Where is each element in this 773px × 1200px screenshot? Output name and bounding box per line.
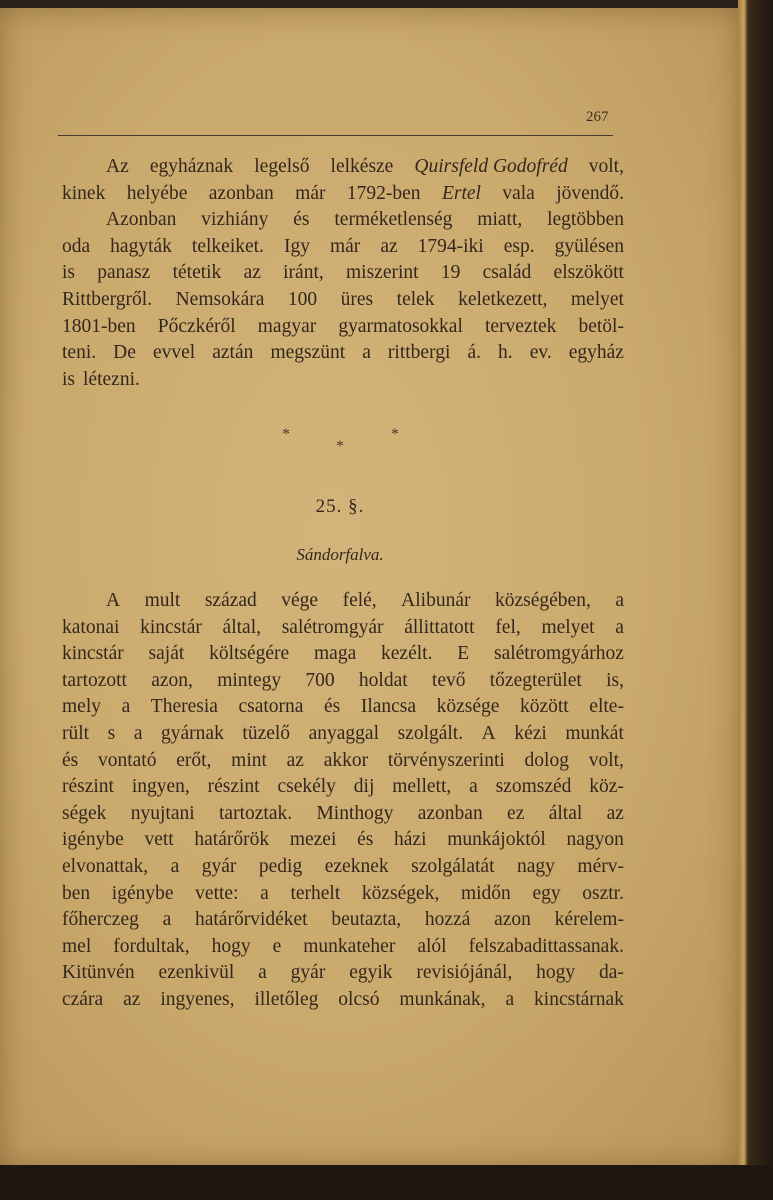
header-rule (58, 135, 613, 136)
word: vette: (195, 882, 239, 904)
word: felszabadittassanak. (468, 935, 624, 957)
word: tartozott (62, 669, 127, 691)
word: osztr. (582, 882, 624, 904)
word: és (62, 749, 79, 771)
word: De (113, 342, 136, 364)
text-line (62, 181, 624, 208)
word: 1794-iki (417, 235, 484, 257)
word: Minthogy (316, 802, 394, 824)
word: részint (207, 776, 260, 798)
word: telek (396, 288, 435, 310)
word: katonai (62, 616, 120, 638)
word: vett (144, 829, 174, 851)
word: már (329, 235, 361, 257)
word: szolgált. (397, 722, 464, 744)
word: részint (62, 776, 114, 798)
word: az (286, 749, 304, 771)
italic-name: Ertel (441, 182, 481, 204)
word: költségére (209, 643, 290, 665)
word: állittatott (404, 616, 475, 638)
word: azonban (417, 802, 483, 824)
word: egyháznak (149, 156, 234, 177)
text-line (62, 588, 624, 615)
word: a (505, 988, 515, 1010)
word: munkának, (399, 988, 486, 1010)
scan-border (0, 1165, 773, 1200)
word: ezeknek (324, 855, 389, 877)
word: lelkésze (330, 156, 394, 177)
word: teni. (62, 342, 97, 364)
word: elte- (589, 696, 624, 718)
word: és (324, 696, 341, 718)
word: tőzegterület (489, 669, 582, 691)
word: kincstár (140, 616, 202, 638)
word: kincstárnak (534, 988, 624, 1010)
word: nagyon (566, 829, 624, 851)
word: legelső (254, 156, 310, 177)
word: telkeiket. (191, 235, 264, 257)
word: a (615, 590, 624, 611)
word: dolog (524, 749, 569, 771)
star: * (336, 438, 344, 455)
word: mint (231, 749, 267, 771)
word: helyébe (126, 182, 188, 204)
word: elvonattak, (62, 855, 149, 877)
word: által, (222, 616, 261, 638)
word: a (469, 776, 478, 798)
word: és (293, 209, 310, 231)
word: maga (314, 643, 357, 665)
word: midőn (460, 882, 511, 904)
word: is (62, 368, 76, 390)
word: munkát (565, 722, 624, 744)
word: Alibunár (401, 590, 471, 611)
word: községek, (361, 882, 440, 904)
text-line (62, 774, 624, 801)
word: vontató (97, 749, 157, 771)
word: fordultak, (113, 935, 190, 957)
word: hozzá (424, 909, 471, 931)
word: ingyen, (131, 776, 190, 798)
text-line (62, 367, 624, 394)
word: erőt, (176, 749, 212, 771)
word: elszökött (553, 262, 624, 284)
text-line (62, 207, 624, 234)
word: melyet (541, 616, 595, 638)
star: * (282, 426, 290, 443)
word: nyujtani (130, 802, 195, 824)
page-number: 267 (586, 109, 609, 125)
word: rittbergi (387, 342, 451, 364)
word: kinek (62, 182, 106, 204)
word: határőrvidéket (194, 909, 308, 931)
text-line (62, 234, 624, 261)
text-line (62, 154, 624, 181)
word: tevő (431, 669, 466, 691)
word: az (380, 235, 398, 257)
word: magyar (257, 315, 317, 337)
word: igénybe (111, 882, 174, 904)
word: igénybe (62, 829, 124, 851)
word: mellett, (392, 776, 452, 798)
word: esp. (503, 235, 535, 257)
word: megszünt (270, 342, 346, 364)
text-line (62, 721, 624, 748)
word: czára (62, 988, 104, 1010)
word: munkateher (303, 935, 396, 957)
word: és (357, 829, 374, 851)
word: illetőleg (254, 988, 319, 1010)
word: salétromgyárhoz (493, 643, 624, 665)
word: az (606, 802, 624, 824)
word: miatt, (477, 209, 523, 231)
text-line (62, 694, 624, 721)
word: hogy (536, 962, 576, 984)
word: szolgálatát (411, 855, 495, 877)
text-line (62, 934, 624, 961)
text-block-rittberg (62, 154, 624, 393)
word: nagy (517, 855, 555, 877)
word: terveztek (484, 315, 557, 337)
word: század (204, 590, 257, 611)
text-line (62, 801, 624, 828)
word: salétromgyár (281, 616, 384, 638)
word: ev. (529, 342, 552, 364)
word: E (457, 643, 470, 665)
word: azon (494, 909, 531, 931)
word: kincstár (62, 643, 124, 665)
word: által (548, 802, 583, 824)
text-line (62, 641, 624, 668)
word: 19 (440, 262, 461, 284)
word: is, (606, 669, 624, 691)
word: vala (502, 182, 535, 204)
text-line (62, 881, 624, 908)
word: felé, (342, 590, 377, 611)
word: keletkezett, (458, 288, 548, 310)
word: evvel (152, 342, 196, 364)
word: saját (148, 643, 185, 665)
word: mely (62, 696, 101, 718)
word: Az (106, 156, 129, 177)
word: rült (62, 722, 90, 744)
word: között (519, 696, 569, 718)
italic-name: Quirsfeld Godofréd (414, 156, 568, 177)
word: Rittbergről. (62, 288, 153, 310)
star: * (391, 426, 399, 443)
word: mel (62, 935, 92, 957)
word: Kitünvén (62, 962, 135, 984)
word: a (258, 962, 267, 984)
word: létezni. (83, 368, 140, 390)
word: mintegy (217, 669, 282, 691)
word: házi (394, 829, 427, 851)
text-line (62, 314, 624, 341)
section-number: 25. §. (315, 496, 365, 517)
word: mérv- (577, 855, 624, 877)
word: anyaggal (308, 722, 380, 744)
word: a (170, 855, 180, 877)
word: mezei (289, 829, 337, 851)
word: is (62, 262, 76, 284)
word: A (106, 590, 121, 611)
word: akkor (323, 749, 369, 771)
word: terhelt (290, 882, 341, 904)
word: Azonban (106, 209, 177, 231)
word: községében, (494, 590, 591, 611)
word: legtöbben (547, 209, 624, 231)
word: a (133, 722, 143, 744)
text-line (62, 615, 624, 642)
word: gyülésen (554, 235, 624, 257)
word: azonban (208, 182, 274, 204)
word: egyház (568, 342, 624, 364)
word: revisiójánál, (416, 962, 513, 984)
word: azon, (151, 669, 193, 691)
text-line (62, 340, 624, 367)
word: csatorna (238, 696, 304, 718)
word: gyár (201, 855, 237, 877)
word: Pőczkéről (157, 315, 236, 337)
word: vége (281, 590, 319, 611)
word: kérelem- (554, 909, 624, 931)
word: terméketlenség (334, 209, 453, 231)
text-block-sandorfalva (62, 588, 624, 1014)
word: hagyták (110, 235, 172, 257)
word: Igy (283, 235, 310, 257)
word: alól (417, 935, 447, 957)
text-line (62, 827, 624, 854)
word: munkájoktól (447, 829, 546, 851)
book-page (0, 8, 740, 1168)
word: kézi (514, 722, 547, 744)
word: ben (62, 882, 91, 904)
word: ezenkivül (158, 962, 235, 984)
book-edge (738, 0, 773, 1200)
word: már (295, 182, 326, 204)
word: volt, (588, 156, 624, 177)
word: ingyenes, (160, 988, 235, 1010)
word: pedig (258, 855, 303, 877)
word: beutazta, (331, 909, 402, 931)
word: a (162, 909, 172, 931)
word: egy (532, 882, 561, 904)
word: gyár (290, 962, 326, 984)
word: üres (340, 288, 374, 310)
word: oda (62, 235, 91, 257)
word: gyarmatosokkal (338, 315, 463, 337)
word: e (272, 935, 282, 957)
word: volt, (588, 749, 624, 771)
word: da- (599, 962, 624, 984)
word: á. (467, 342, 481, 364)
word: 700 (305, 669, 335, 691)
text-line (62, 907, 624, 934)
word: kezélt. (381, 643, 433, 665)
word: Ilancsa (360, 696, 417, 718)
text-line (62, 287, 624, 314)
word: gyárnak (161, 722, 224, 744)
word: s (107, 722, 116, 744)
word: 1801-ben (62, 315, 136, 337)
word: jövendő. (556, 182, 624, 204)
word: egyik (349, 962, 393, 984)
word: miszerint (345, 262, 419, 284)
text-line (62, 668, 624, 695)
word: Nemsokára (175, 288, 265, 310)
word: tétetik (172, 262, 222, 284)
word: betöl- (578, 315, 624, 337)
word: az (123, 988, 141, 1010)
word: mult (144, 590, 181, 611)
word: holdat (358, 669, 408, 691)
word: a (260, 882, 269, 904)
word: tartoztak. (219, 802, 293, 824)
word: törvényszerinti (387, 749, 505, 771)
section-title: Sándorfalva. (296, 545, 384, 564)
word: 100 (287, 288, 318, 310)
word: az (243, 262, 261, 284)
word: főherczeg (62, 909, 139, 931)
word: a (615, 616, 624, 638)
word: hogy (211, 935, 251, 957)
text-line (62, 960, 624, 987)
word: dij (353, 776, 375, 798)
word: határőrök (194, 829, 270, 851)
word: aztán (212, 342, 254, 364)
word: vizhiány (201, 209, 269, 231)
word: család (482, 262, 532, 284)
word: községe (436, 696, 500, 718)
text-line (62, 748, 624, 775)
word: fel, (495, 616, 521, 638)
word: Theresia (150, 696, 218, 718)
word: ségek (62, 802, 107, 824)
text-line (62, 260, 624, 287)
word: olcsó (338, 988, 380, 1010)
word: a (121, 696, 131, 718)
word: köz- (589, 776, 624, 798)
word: A (481, 722, 496, 744)
text-line (62, 987, 624, 1014)
word: iránt, (283, 262, 324, 284)
word: 1792-ben (346, 182, 421, 204)
word: ez (507, 802, 525, 824)
word: panasz (97, 262, 151, 284)
word: a (362, 342, 371, 364)
word: szomszéd (495, 776, 572, 798)
word: melyet (570, 288, 624, 310)
text-line (62, 854, 624, 881)
word: tüzelő (242, 722, 291, 744)
word: csekély (277, 776, 336, 798)
word: h. (498, 342, 513, 364)
